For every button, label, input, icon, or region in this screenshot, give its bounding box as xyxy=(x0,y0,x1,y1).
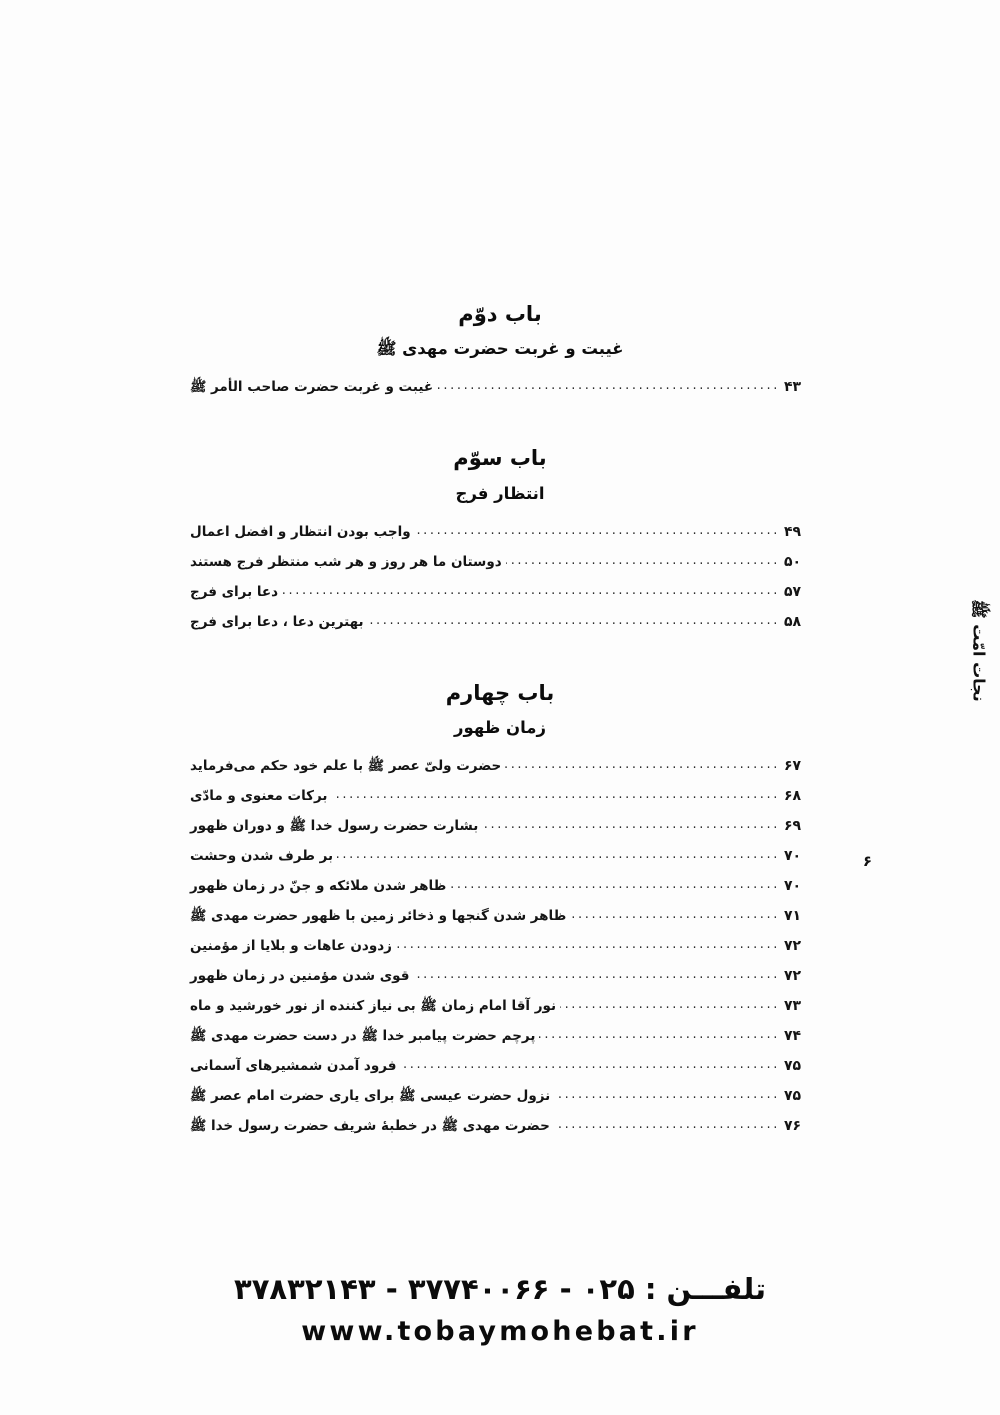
toc-leader-dots xyxy=(482,818,780,831)
toc-leader-dots xyxy=(337,848,780,861)
footer-phone-line xyxy=(0,1272,1000,1306)
toc-entry[interactable] xyxy=(190,1089,810,1119)
page-footer xyxy=(0,1272,1000,1347)
toc-entry-label: دوستان ما هر روز و هر شب منتظر فرج هستند xyxy=(190,553,502,570)
toc-leader-dots xyxy=(396,938,780,951)
toc-entry-page-number: ۷۱ xyxy=(784,908,802,925)
toc-leader-dots xyxy=(450,878,780,891)
toc-entry-label: قوی شدن مؤمنین در زمان ظهور xyxy=(190,968,410,985)
toc-leader-dots xyxy=(413,968,780,981)
chapter-separator xyxy=(190,410,810,444)
toc-entry-page-number: ۷۲ xyxy=(784,938,802,955)
footer-website[interactable]: www.tobaymohebat.ir xyxy=(301,1316,699,1347)
toc-leader-dots xyxy=(401,1058,781,1071)
toc-entry-label: زدودن عاهات و بلایا از مؤمنین xyxy=(190,938,392,955)
side-running-title xyxy=(962,555,992,745)
toc-entry-page-number: ۷۳ xyxy=(784,998,802,1015)
toc-entry-page-number: ۷۵ xyxy=(784,1088,802,1105)
toc-entry-label: ظاهر شدن ملائکه و جنّ در زمان ظهور xyxy=(190,878,447,895)
toc-entry-label: بهترین دعا ، دعا برای فرج xyxy=(190,613,364,630)
toc-entry-label: واجب بودن انتظار و افضل اعمال xyxy=(190,523,411,540)
chapter-subtitle: زمان ظهور xyxy=(453,718,546,738)
chapter-title: باب چهارم xyxy=(445,680,555,705)
footer-phone-numbers: ۰۲۵ - ۳۷۷۴۰۰۶۶ - ۳۷۸۳۲۱۴۳ xyxy=(234,1272,635,1306)
chapter-block xyxy=(190,300,810,410)
toc-entry-label: ظاهر شدن گنجها و ذخائر زمین با ظهور حضرت مهدی ﷺ xyxy=(190,908,567,925)
toc-entry[interactable] xyxy=(190,819,810,849)
toc-leader-dots xyxy=(506,554,780,567)
toc-entry[interactable] xyxy=(190,789,810,819)
toc-entry-label: بشارت حضرت رسول خدا ﷺ و دوران ظهور xyxy=(190,818,479,835)
toc-leader-dots xyxy=(282,584,780,597)
toc-entry-page-number: ۷۰ xyxy=(784,878,802,895)
chapter-entry-list xyxy=(190,759,810,1149)
toc-entry-label: غیبت و غربت حضرت صاحب الأمر ﷺ xyxy=(190,379,434,396)
toc-entry-page-number: ۵۸ xyxy=(784,613,802,630)
chapter-title: باب سوّم xyxy=(453,446,547,471)
toc-entry-page-number: ۶۹ xyxy=(784,818,802,835)
toc-entry[interactable] xyxy=(190,939,810,969)
toc-entry-label: دعا برای فرج xyxy=(190,583,279,600)
toc-entry-page-number: ۷۴ xyxy=(784,1028,802,1045)
toc-entry[interactable] xyxy=(190,999,810,1029)
toc-entry-page-number: ۶۸ xyxy=(784,788,802,805)
chapter-block xyxy=(190,679,810,1149)
toc-leader-dots xyxy=(368,614,780,627)
toc-entry[interactable] xyxy=(190,555,810,585)
chapter-separator xyxy=(190,645,810,679)
toc-entry-label: پرچم حضرت پیامبر خدا ﷺ در دست حضرت مهدی ﷺ xyxy=(190,1028,536,1045)
toc-entry[interactable] xyxy=(190,525,810,555)
chapter-block xyxy=(190,444,810,644)
chapter-entry-list xyxy=(190,380,810,410)
toc-entry-page-number: ۴۹ xyxy=(784,523,802,540)
toc-entry-page-number: ۷۰ xyxy=(784,848,802,865)
toc-leader-dots xyxy=(554,1088,780,1101)
toc-leader-dots xyxy=(554,1118,780,1131)
table-of-contents xyxy=(190,300,810,1149)
toc-entry-page-number: ۴۳ xyxy=(784,379,802,396)
toc-leader-dots xyxy=(332,788,781,801)
toc-leader-dots xyxy=(415,524,780,537)
toc-entry-page-number: ۶۷ xyxy=(784,758,802,775)
toc-entry-label: حضرت ولیّ عصر ﷺ با علم خود حکم می‌فرماید xyxy=(190,758,502,775)
toc-leader-dots xyxy=(505,758,780,771)
toc-entry[interactable] xyxy=(190,909,810,939)
toc-entry[interactable] xyxy=(190,969,810,999)
toc-entry-label: برکات معنوی و مادّی xyxy=(190,788,328,805)
chapter-subtitle: غیبت و غربت حضرت مهدی ﷺ xyxy=(376,339,624,359)
chapter-title: باب دوّم xyxy=(458,302,542,326)
toc-leader-dots xyxy=(539,1028,780,1041)
toc-entry-page-number: ۷۵ xyxy=(784,1058,802,1075)
toc-entry-page-number: ۵۰ xyxy=(784,553,802,570)
toc-leader-dots xyxy=(560,998,780,1011)
toc-leader-dots xyxy=(437,379,780,392)
toc-entry[interactable] xyxy=(190,849,810,879)
chapter-subtitle: انتظار فرج xyxy=(455,483,545,503)
toc-entry[interactable] xyxy=(190,1029,810,1059)
toc-entry[interactable] xyxy=(190,615,810,645)
footer-phone-label: تلفـــن : xyxy=(644,1272,766,1306)
toc-entry[interactable] xyxy=(190,585,810,615)
toc-entry[interactable] xyxy=(190,380,810,410)
toc-entry-label: حضرت مهدی ﷺ در خطبهٔ شریف حضرت رسول خدا ﷺ xyxy=(190,1118,550,1135)
toc-entry-label: بر طرف شدن وحشت xyxy=(190,848,334,865)
toc-entry-page-number: ۵۷ xyxy=(784,583,802,600)
toc-entry-label: نور آقا امام زمان ﷺ بی نیاز کننده از نور خورشید و ماه xyxy=(190,998,557,1015)
toc-entry[interactable] xyxy=(190,1059,810,1089)
page-folio-number: ۶ xyxy=(862,852,872,870)
chapter-entry-list xyxy=(190,525,810,645)
toc-entry-page-number: ۷۲ xyxy=(784,968,802,985)
toc-entry-page-number: ۷۶ xyxy=(784,1118,802,1135)
toc-entry[interactable] xyxy=(190,879,810,909)
toc-entry[interactable] xyxy=(190,759,810,789)
toc-entry[interactable] xyxy=(190,1119,810,1149)
side-running-title-text: نجات امّت ﷺ xyxy=(969,598,989,702)
toc-entry-label: فرود آمدن شمشیرهای آسمانی xyxy=(190,1058,397,1075)
toc-entry-label: نزول حضرت عیسی ﷺ برای یاری حضرت امام عصر ﷺ xyxy=(190,1088,551,1105)
toc-leader-dots xyxy=(570,908,780,921)
